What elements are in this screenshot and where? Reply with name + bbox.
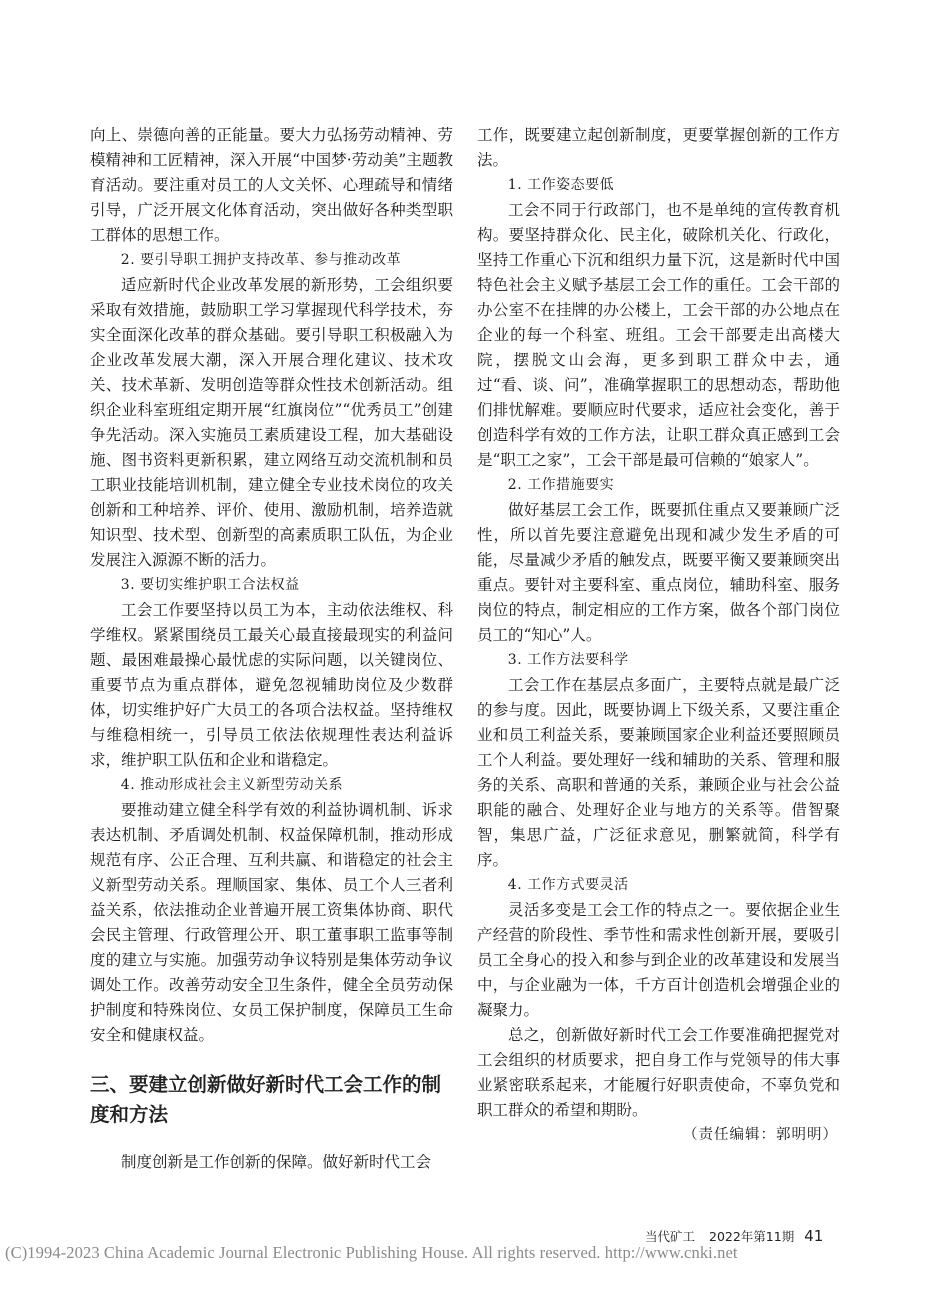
left-column — [90, 123, 453, 1175]
issue-label: 2022年第11期 — [709, 1229, 795, 1244]
subheading: 3. 工作方法要科学 — [507, 652, 629, 668]
subheading: 4. 工作方式要灵活 — [507, 877, 629, 893]
subheading: 4. 推动形成社会主义新型劳动关系 — [120, 777, 344, 793]
section-heading: 三、要建立创新做好新时代工会工作的制度和方法 — [90, 1073, 442, 1126]
right-column — [477, 123, 840, 1148]
paragraph: 制度创新是工作创新的保障。做好新时代工会 — [121, 1153, 432, 1171]
paragraph: 要推动建立健全科学有效的利益协调机制、诉求表达机制、矛盾调处机制、权益保障机制，推动形成规范有序、公正合理、互利共赢、和谐稳定的社会主义新型劳动关系。理顺国家、集体、员工个人三者利益关系，依法推动企业普遍开展工资集体协商、职代会民主管理、行政管理公开、职工董事职工监事等制度的建立与实施。加强劳动争议特别是集体劳动争议调处工作。改善劳动安全卫生条件，健全全员劳动保护制度和特殊岗位、女员工保护制度，保障员工生命安全和健康权益。 — [90, 801, 453, 1044]
paragraph: 工会不同于行政部门，也不是单纯的宣传教育机构。要坚持群众化、民主化，破除机关化、行政化，坚持工作重心下沉和组织力量下沉，这是新时代中国特色社会主义赋予基层工会工作的重任。工会干部的办公室不在挂牌的办公楼上，工会干部的办公地点在企业的每一个科室、班组。工会干部要走出高楼大院，摆脱文山会海，更多到职工群众中去，通过“看、谈、问”，准确掌握职工的思想动态，帮助他们排忧解难。要顺应时代要求，适应社会变化，善于创造科学有效的工作方法，让职工群众真正感到工会是“职工之家”，工会干部是最可信赖的“娘家人”。 — [477, 201, 840, 469]
subheading: 2. 要引导职工拥护支持改革、参与推动改革 — [120, 252, 402, 268]
page-number: 41 — [804, 1227, 824, 1245]
paragraph: 工会工作要坚持以员工为本，主动依法维权、科学维权。紧紧围绕员工最关心最直接最现实的利益问题、最困难最操心最忧虑的实际问题，以关键岗位、重要节点为重点群体，避免忽视辅助岗位及少数群体，切实维护好广大员工的各项合法权益。坚持维权与维稳相统一，引导员工依法依规理性表达利益诉求，维护职工队伍和企业和谐稳定。 — [90, 601, 453, 769]
subheading: 3. 要切实维护职工合法权益 — [120, 577, 300, 593]
paragraph: 总之，创新做好新时代工会工作要准确把握党对工会组织的材质要求，把自身工作与党领导的伟大事业紧密联系起来，才能履行好职责使命，不辜负党和职工群众的希望和期盼。 — [477, 1026, 840, 1119]
paragraph: 向上、崇德向善的正能量。要大力弘扬劳动精神、劳模精神和工匠精神，深入开展“中国梦·劳动美”主题教育活动。要注重对员工的人文关怀、心理疏导和情绪引导，广泛开展文化体育活动，突出做好各种类型职工群体的思想工作。 — [90, 126, 453, 244]
paragraph: 做好基层工会工作，既要抓住重点又要兼顾广泛性，所以首先要注意避免出现和减少发生矛盾的可能，尽量减少矛盾的触发点，既要平衡又要兼顾突出重点。要针对主要科室、重点岗位，辅助科室、服务岗位的特点，制定相应的工作方案，做各个部门岗位员工的“知心”人。 — [477, 501, 840, 644]
paragraph: 灵活多变是工会工作的特点之一。要依据企业生产经营的阶段性、季节性和需求性创新开展，要吸引员工全身心的投入和参与到企业的改革建设和发展当中，与企业融为一体，千方百计创造机会增强企业的凝聚力。 — [477, 901, 840, 1019]
subheading: 2. 工作措施要实 — [507, 477, 615, 493]
subheading: 1. 工作姿态要低 — [507, 177, 615, 193]
paragraph: 适应新时代企业改革发展的新形势，工会组织要采取有效措施，鼓励职工学习掌握现代科学技术，夯实全面深化改革的群众基础。要引导职工积极融入为企业改革发展大潮，深入开展合理化建议、技术攻关、技术革新、发明创造等群众性技术创新活动。组织企业科室班组定期开展“红旗岗位”“优秀员工”创建争先活动。深入实施员工素质建设工程，加大基础设施、图书资料更新积累，建立网络互动交流机制和员工职业技能培训机制，建立健全专业技术岗位的攻关创新和工种培养、评价、使用、激励机制，培养造就知识型、技术型、创新型的高素质职工队伍，为企业发展注入源源不断的活力。 — [90, 276, 453, 569]
paragraph: 工会工作在基层点多面广，主要特点就是最广泛的参与度。因此，既要协调上下级关系，又要注重企业和员工利益关系，要兼顾国家企业利益还要照顾员工个人利益。要处理好一线和辅助的关系、管理和服务的关系、高职和普通的关系，兼顾企业与社会公益职能的融合、处理好企业与地方的关系等。借智聚智，集思广益，广泛征求意见，删繁就简，科学有序。 — [477, 676, 840, 869]
copyright-watermark: (C)1994-2023 China Academic Journal Electronic Publishing House. All rights reserved. http://www.cnki.net — [5, 1243, 738, 1262]
paragraph: 工作，既要建立起创新制度，更要掌握创新的工作方法。 — [477, 126, 840, 169]
editor-credit: （责任编辑：郭明明） — [683, 1127, 838, 1143]
journal-name: 当代矿工 — [645, 1229, 696, 1244]
